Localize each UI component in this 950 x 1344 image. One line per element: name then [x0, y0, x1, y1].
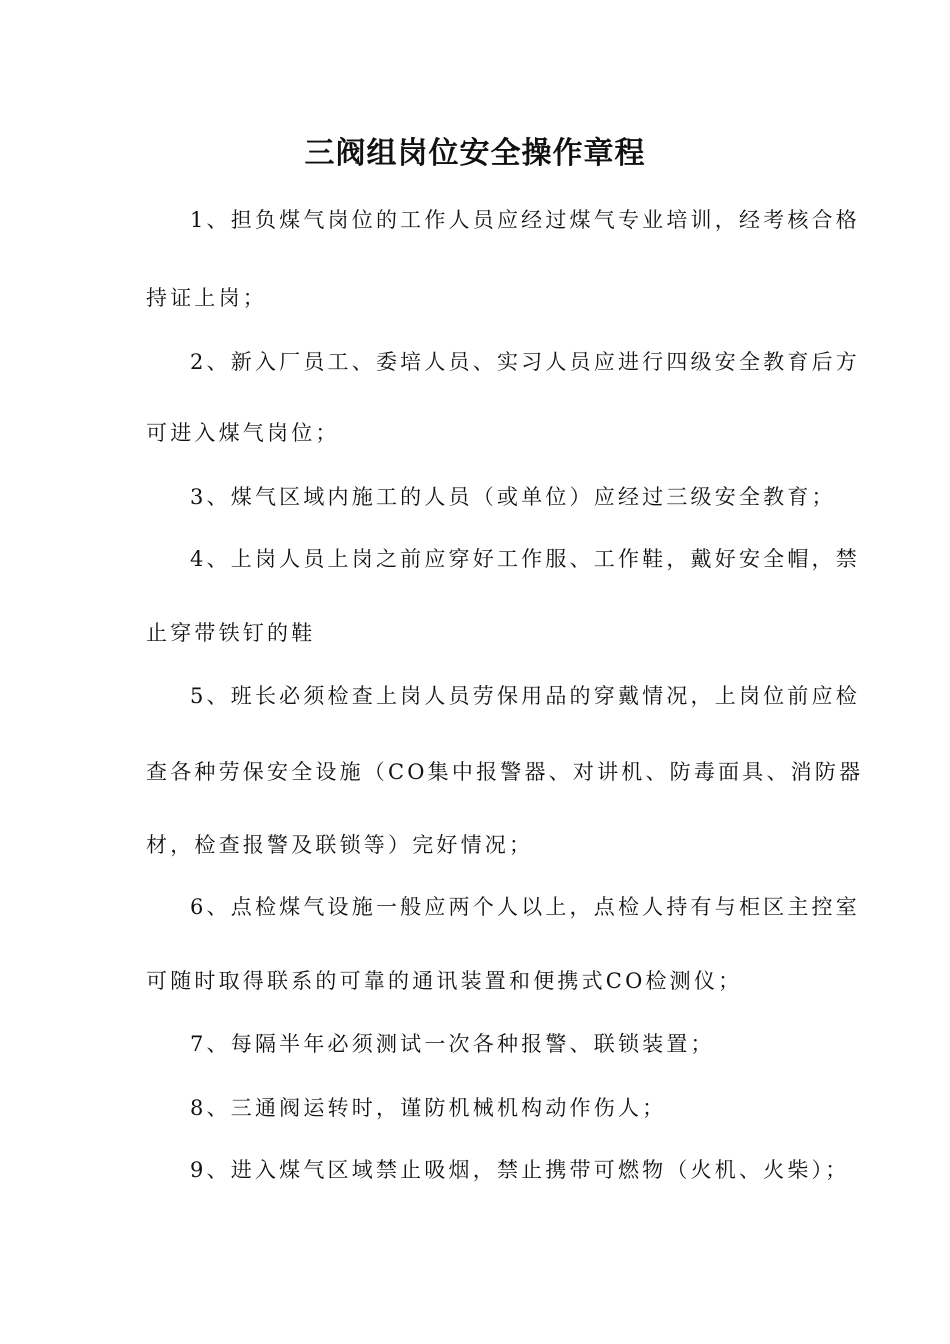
document-title: 三阀组岗位安全操作章程 — [304, 136, 646, 171]
paragraph-8-line-1: 8、三通阀运转时，谨防机械机构动作伤人； — [190, 1096, 667, 1120]
paragraph-1-line-1: 1、担负煤气岗位的工作人员应经过煤气专业培训，经考核合格 — [190, 208, 860, 232]
paragraph-5-line-2: 查各种劳保安全设施（CO集中报警器、对讲机、防毒面具、消防器 — [146, 760, 864, 784]
paragraph-2-line-1: 2、新入厂员工、委培人员、实习人员应进行四级安全教育后方 — [190, 350, 860, 374]
paragraph-2-line-2: 可进入煤气岗位； — [146, 421, 340, 445]
paragraph-6-line-2: 可随时取得联系的可靠的通讯装置和便携式CO检测仪； — [146, 969, 743, 993]
paragraph-3-line-1: 3、煤气区域内施工的人员（或单位）应经过三级安全教育； — [190, 485, 836, 509]
paragraph-9-line-1: 9、进入煤气区域禁止吸烟，禁止携带可燃物（火机、火柴）； — [190, 1158, 850, 1182]
paragraph-4-line-1: 4、上岗人员上岗之前应穿好工作服、工作鞋，戴好安全帽，禁 — [190, 547, 860, 571]
paragraph-5-line-1: 5、班长必须检查上岗人员劳保用品的穿戴情况，上岗位前应检 — [190, 684, 860, 708]
paragraph-5-line-3: 材，检查报警及联锁等）完好情况； — [146, 833, 534, 857]
paragraph-7-line-1: 7、每隔半年必须测试一次各种报警、联锁装置； — [190, 1032, 715, 1056]
paragraph-6-line-1: 6、点检煤气设施一般应两个人以上，点检人持有与柜区主控室 — [190, 895, 860, 919]
paragraph-4-line-2: 止穿带铁钉的鞋 — [146, 621, 316, 645]
paragraph-1-line-2: 持证上岗； — [146, 286, 267, 310]
